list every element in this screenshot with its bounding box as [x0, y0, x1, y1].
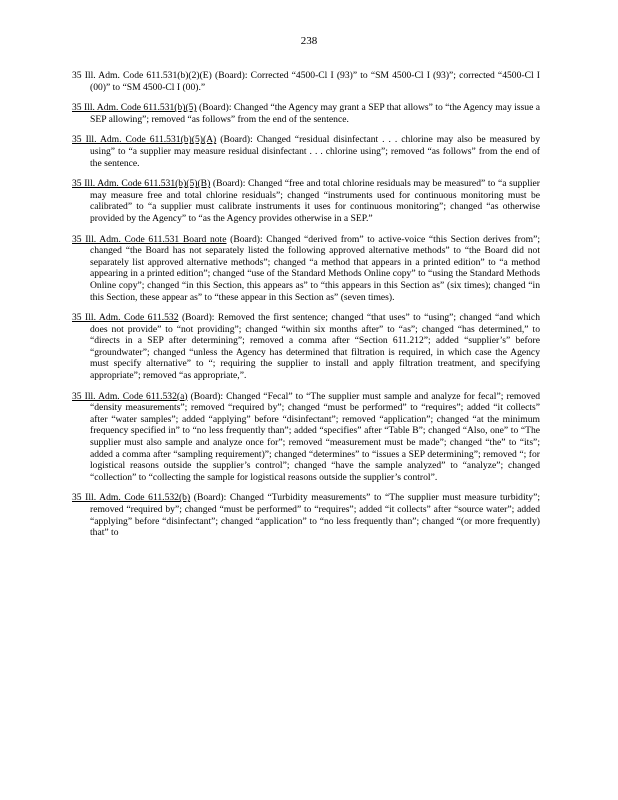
entry-text: (Board): Changed “derived from” to active-voice “this Section derives from”; changed “the Board has not separately listed the following approved alternative methods” to “the Board did not separately list approved alternative methods”; changed “a method that appears in a printed edition” to “a method appearing in a printed edition”; changed “use of the Standard Methods Online copy” to “using the Standard Methods Online copy”; changed “in this Section, this appears as” to “this appears in this Section as” (six times); changed “in this Section, these appear as” to “these appear in this Section as” (seven times).	[90, 233, 540, 303]
entry-611-531-b-5	[72, 102, 540, 125]
entry-text: (Board): Changed “free and total chlorine residuals may be measured” to “a supplier may measure free and total chlorine residuals”; changed “instruments used for continuous monitoring must be calibrated” to “a supplier must calibrate instruments it uses for continuous monitoring”; changed “as otherwise provided by the Agency” to “as the Agency provides otherwise in a SEP.”	[90, 178, 540, 224]
entry-611-532-b	[72, 492, 540, 538]
entry-citation: 35 Ill. Adm. Code 611.532(a)	[72, 390, 188, 402]
entry-611-532-a	[72, 391, 540, 484]
amendment-entries	[72, 70, 540, 548]
entry-citation: 35 Ill. Adm. Code 611.531(b)(5)(A)	[72, 134, 217, 146]
entry-text: (Board): Corrected “4500-Cl I (93)” to “SM 4500-Cl I (93)”; corrected “4500-Cl I (00)” to “SM 4500-Cl I (00).”	[90, 70, 540, 93]
entry-text: (Board): Changed “residual disinfectant . . . chlorine may also be measured by using” to “a supplier may measure residual disinfectant . . . chlorine using”; removed “as follows” from the end of the sentence.	[90, 134, 540, 169]
page-number: 238	[300, 35, 318, 47]
entry-citation: 35 Ill. Adm. Code 611.531(b)(5)(B)	[72, 178, 211, 190]
entry-611-531-board-note	[72, 234, 540, 304]
entry-text: (Board): Changed “Turbidity measurements” to “The supplier must measure turbidity”; removed “required by”; changed “must be performed” to “requires”; added “it collects” after “source water”; added “applying” before “disinfectant”; changed “application” to “no less frequently than”; changed “(or more frequently) that” to	[90, 492, 541, 539]
entry-text: (Board): Removed the first sentence; changed “that uses” to “using”; changed “and which does not provide” to “not providing”; changed “within six months after” to “as”; changed “has determined,” to “directs in a SEP after determining”; removed a comma after “Section 611.212”; added “supplier’s” before “groundwater”; changed “unless the Agency has determined that filtration is required, in which case the Agency must specify alternative” to “; requiring the supplier to install and apply filtration treatment, and specifying appropriate”; removed “as appropriate,”.	[90, 312, 540, 382]
entry-611-531-b-5-B	[72, 178, 540, 224]
entry-611-531-b-2-E	[72, 70, 540, 93]
entry-citation: 35 Ill. Adm. Code 611.532(b)	[72, 492, 191, 504]
entry-citation: 35 Ill. Adm. Code 611.531(b)(2)(E)	[72, 70, 212, 81]
entry-text: (Board): Changed “Fecal” to “The supplier must sample and analyze for fecal”; removed “density measurements”; removed “required by”; changed “must be performed” to “requires”; added “it collects” after “water samples”; added “applying” before “disinfectant”; removed “application”; changed “at the minimum frequency specified in” to “no less frequently than”; added “specifies” after “Table B”; changed “Also, one” to “The supplier must also sample and analyze once for”; removed “measurement must be made”; changed “the” to “its”; added a comma after “sampling requirement)”; changed “determines” to “issues a SEP determining”; removed “; for logistical reasons outside the supplier’s control”; changed “have the sample analyzed” to “analyze”; changed “collection” to “collecting the sample for logistical reasons outside the supplier’s control”.	[90, 390, 541, 483]
entry-citation: 35 Ill. Adm. Code 611.531(b)(5)	[72, 102, 197, 114]
entry-611-532	[72, 312, 540, 382]
entry-611-531-b-5-A	[72, 134, 540, 169]
entry-citation: 35 Ill. Adm. Code 611.532	[72, 312, 179, 324]
entry-text: (Board): Changed “the Agency may grant a SEP that allows” to “the Agency may issue a SEP allowing”; removed “as follows” from the end of the sentence.	[90, 102, 540, 125]
entry-citation: 35 Ill. Adm. Code 611.531 Board note	[72, 233, 227, 245]
